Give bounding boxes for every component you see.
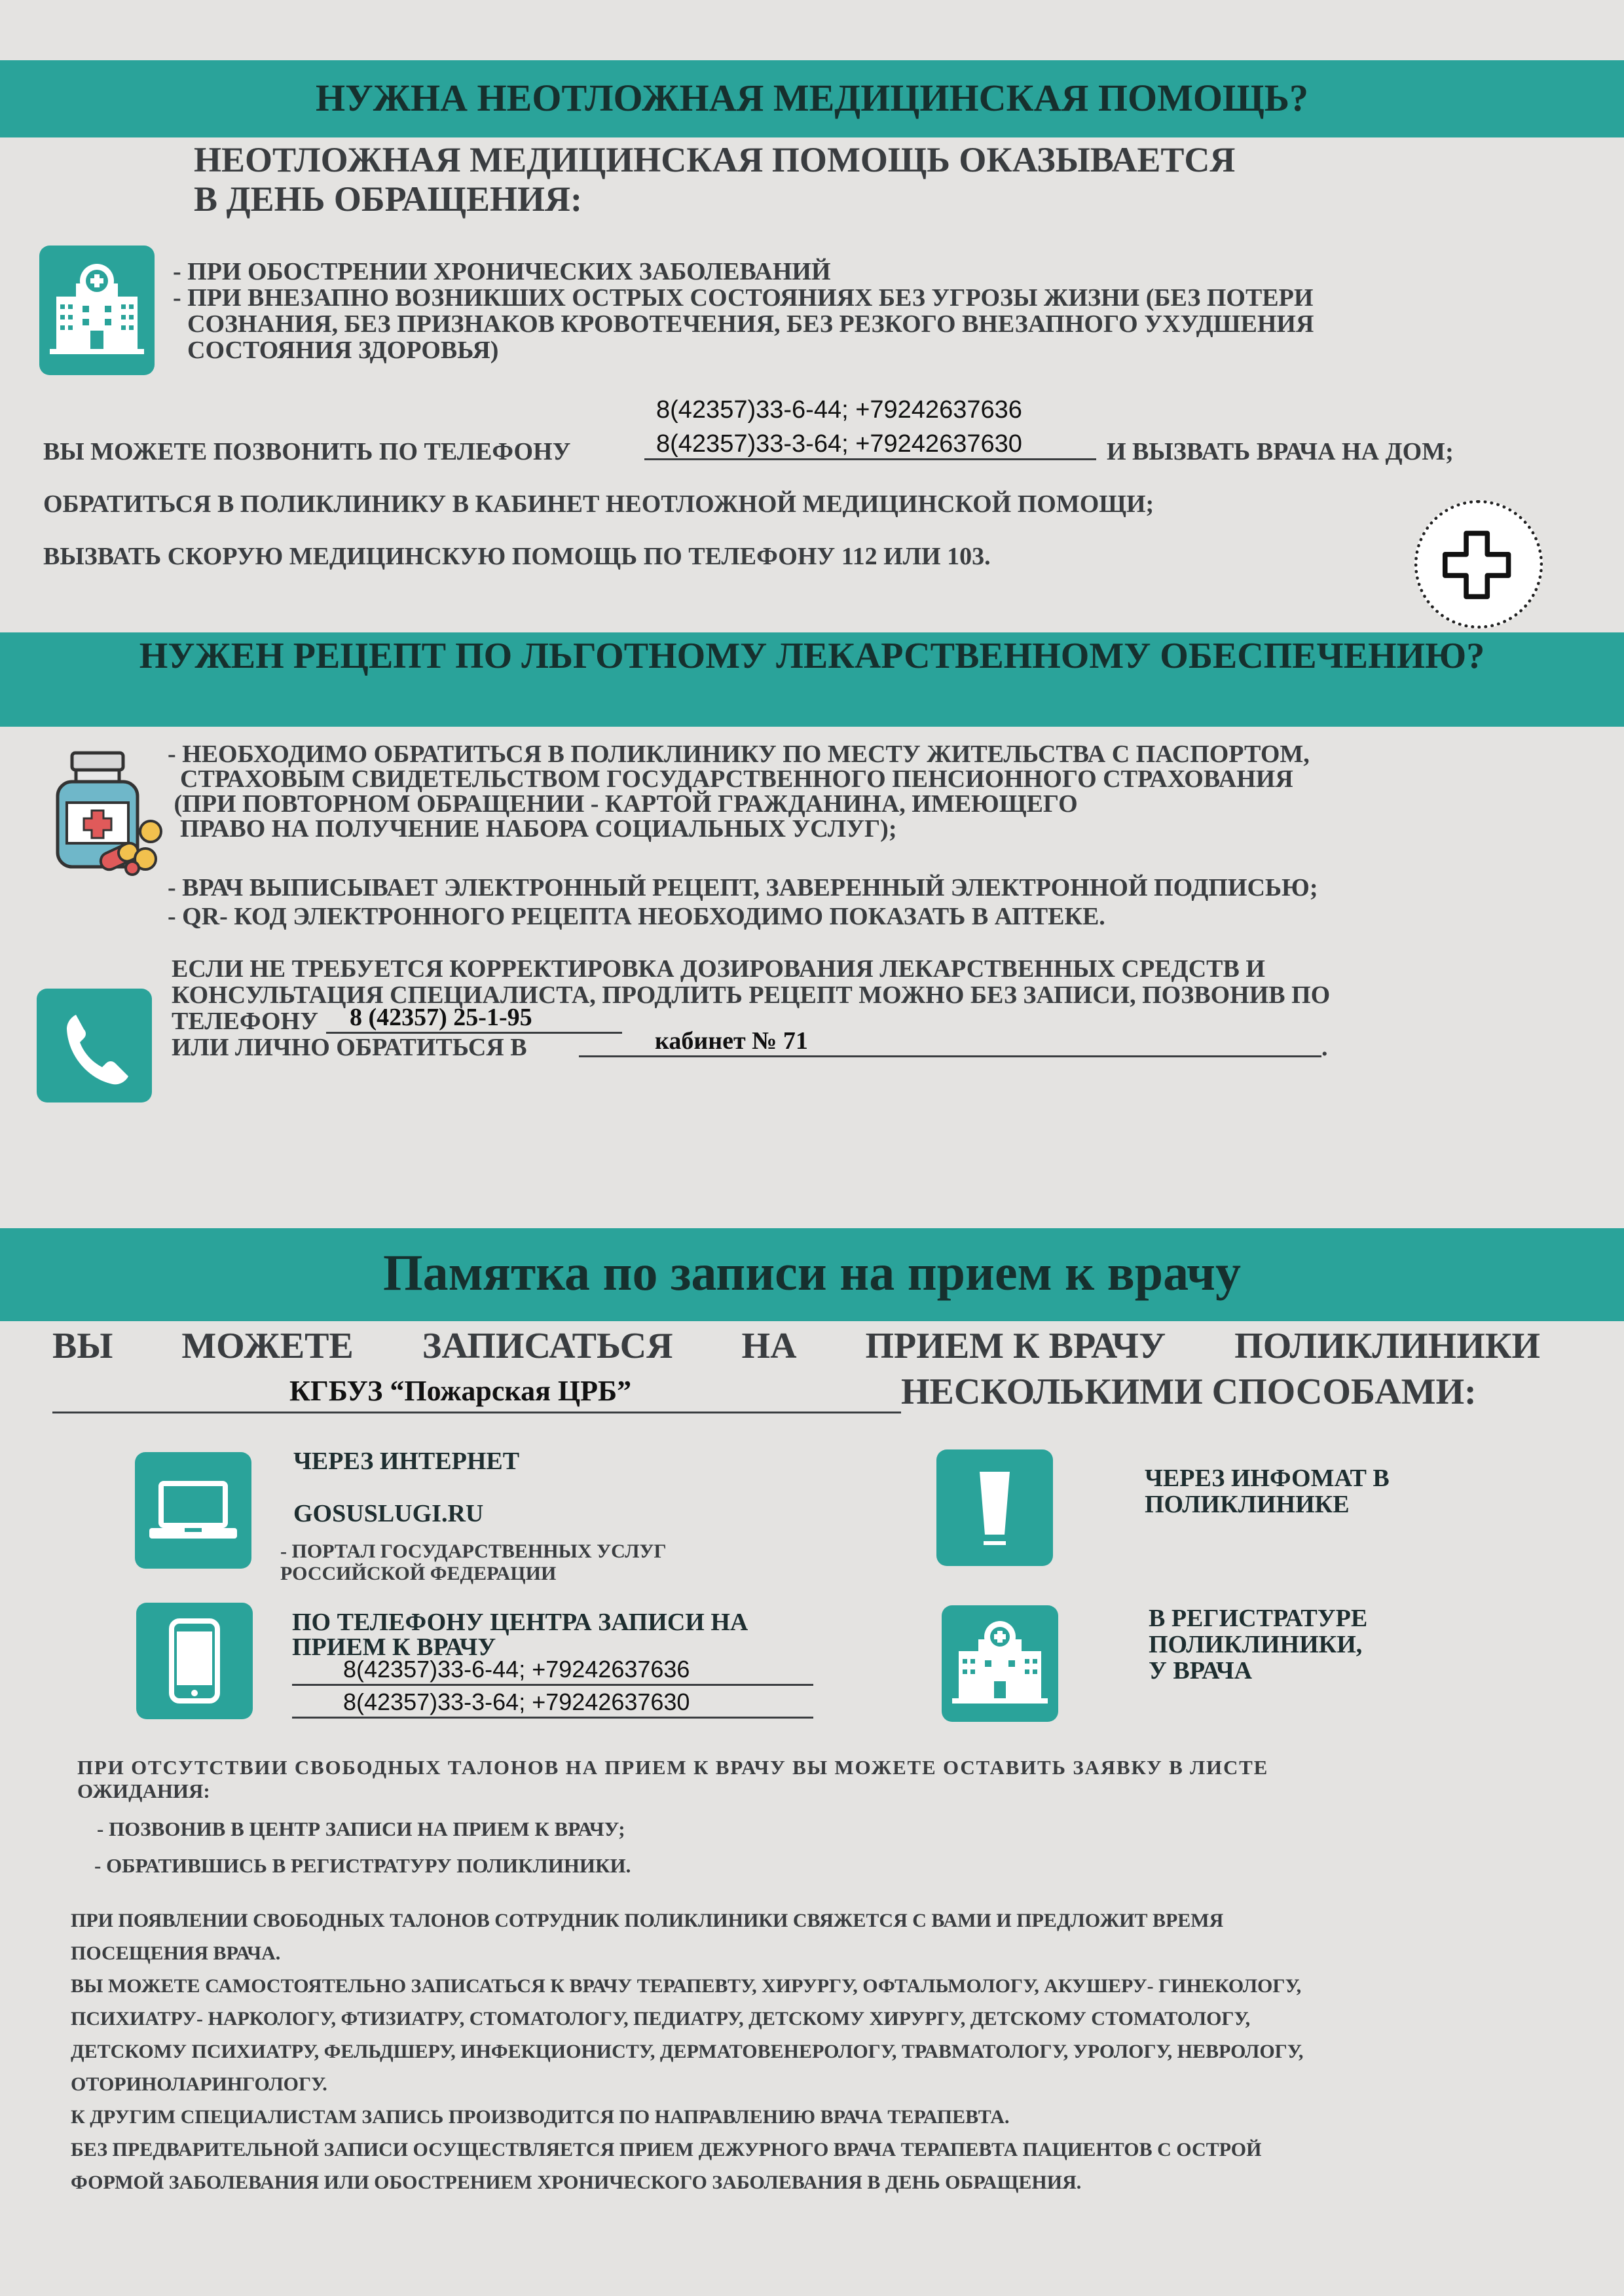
- section1-subtitle-line2: В ДЕНЬ ОБРАЩЕНИЯ:: [194, 179, 582, 219]
- section2-para1-line1: - НЕОБХОДИМО ОБРАТИТЬСЯ В ПОЛИКЛИНИКУ ПО МЕСТУ ЖИТЕЛЬСТВА С ПАСПОРТОМ,: [168, 740, 1310, 768]
- section1-bullet-2: - ПРИ ВНЕЗАПНО ВОЗНИКШИХ ОСТРЫХ СОСТОЯНИЯХ БЕЗ УГРОЗЫ ЖИЗНИ (БЕЗ ПОТЕРИ: [173, 284, 1314, 312]
- final-line-5: ДЕТСКОМУ ПСИХИАТРУ, ФЕЛЬДШЕРУ, ИНФЕКЦИОНИСТУ, ДЕРМАТОВЕНЕРОЛОГУ, ТРАВМАТОЛОГУ, УРОЛОГУ, НЕВРОЛОГУ,: [71, 2041, 1304, 2062]
- method-phone-num2: 8(42357)33-3-64; +79242637630: [292, 1688, 813, 1719]
- section1-line-ambulance: ВЫЗВАТЬ СКОРУЮ МЕДИЦИНСКУЮ ПОМОЩЬ ПО ТЕЛЕФОНУ 112 ИЛИ 103.: [43, 543, 991, 570]
- waitlist-option-2: - ОБРАТИВШИСЬ В РЕГИСТРАТУРУ ПОЛИКЛИНИКИ.: [94, 1854, 631, 1877]
- final-line-4: ПСИХИАТРУ- НАРКОЛОГУ, ФТИЗИАТРУ, СТОМАТОЛОГУ, ПЕДИАТРУ, ДЕТСКОМУ ХИРУРГУ, ДЕТСКОМУ СТОМАТОЛОГУ,: [71, 2008, 1251, 2030]
- section2-para3-line1: ЕСЛИ НЕ ТРЕБУЕТСЯ КОРРЕКТИРОВКА ДОЗИРОВАНИЯ ЛЕКАРСТВЕННЫХ СРЕДСТВ И: [172, 955, 1265, 983]
- section2-para2-line1: - ВРАЧ ВЫПИСЫВАЕТ ЭЛЕКТРОННЫЙ РЕЦЕПТ, ЗАВЕРЕННЫЙ ЭЛЕКТРОННОЙ ПОДПИСЬЮ;: [168, 874, 1318, 902]
- section2-visit-value: кабинет № 71: [579, 1027, 1321, 1057]
- method-registry-line2: ПОЛИКЛИНИКИ,: [1149, 1631, 1363, 1658]
- method-phone-line1: ПО ТЕЛЕФОНУ ЦЕНТРА ЗАПИСИ НА: [292, 1609, 748, 1636]
- method-kiosk-line1: ЧЕРЕЗ ИНФОМАТ В: [1145, 1465, 1390, 1492]
- section2-visit-end: .: [1321, 1034, 1328, 1061]
- section2-para1-line4: ПРАВО НА ПОЛУЧЕНИЕ НАБОРА СОЦИАЛЬНЫХ УСЛУГ);: [168, 815, 897, 843]
- waitlist-line1: ПРИ ОТСУТСТВИИ СВОБОДНЫХ ТАЛОНОВ НА ПРИЕМ К ВРАЧУ ВЫ МОЖЕТЕ ОСТАВИТЬ ЗАЯВКУ В ЛИСТЕ: [77, 1756, 1269, 1779]
- section2-para1-line2: СТРАХОВЫМ СВИДЕТЕЛЬСТВОМ ГОСУДАРСТВЕННОГО ПЕНСИОННОГО СТРАХОВАНИЯ: [168, 765, 1293, 793]
- method-registry-line1: В РЕГИСТРАТУРЕ: [1149, 1605, 1368, 1632]
- method-phone-num1: 8(42357)33-6-44; +79242637636: [292, 1655, 813, 1686]
- final-line-3: ВЫ МОЖЕТЕ САМОСТОЯТЕЛЬНО ЗАПИСАТЬСЯ К ВРАЧУ ТЕРАПЕВТУ, ХИРУРГУ, ОФТАЛЬМОЛОГУ, АКУШЕРУ- ГИНЕКОЛОГУ,: [71, 1975, 1302, 1997]
- laptop-icon: [135, 1452, 251, 1569]
- section1-phone-line2: 8(42357)33-3-64; +79242637630: [644, 429, 1096, 460]
- method-internet-note2: РОССИЙСКОЙ ФЕДЕРАЦИИ: [280, 1563, 557, 1584]
- section3-title: Памятка по записи на прием к врачу: [382, 1244, 1242, 1301]
- waitlist-line2: ОЖИДАНИЯ:: [77, 1779, 210, 1802]
- clinic-name: КГБУЗ “Пожарская ЦРБ”: [52, 1371, 901, 1413]
- final-line-8: БЕЗ ПРЕДВАРИТЕЛЬНОЙ ЗАПИСИ ОСУЩЕСТВЛЯЕТСЯ ПРИЕМ ДЕЖУРНОГО ВРАЧА ТЕРАПЕВТА ПАЦИЕНТОВ С ОСТРОЙ: [71, 2139, 1262, 2160]
- section1-call-suffix: И ВЫЗВАТЬ ВРАЧА НА ДОМ;: [1107, 438, 1454, 465]
- method-phone-line2: ПРИЕМ К ВРАЧУ: [292, 1633, 496, 1661]
- section1-subtitle-line1: НЕОТЛОЖНАЯ МЕДИЦИНСКАЯ ПОМОЩЬ ОКАЗЫВАЕТСЯ: [194, 140, 1236, 179]
- method-internet-title: ЧЕРЕЗ ИНТЕРНЕТ: [293, 1448, 520, 1475]
- hospital-icon: [942, 1605, 1058, 1722]
- first-aid-cross-icon: [1414, 500, 1543, 629]
- final-line-9: ФОРМОЙ ЗАБОЛЕВАНИЯ ИЛИ ОБОСТРЕНИЕМ ХРОНИЧЕСКОГО ЗАБОЛЕВАНИЯ В ДЕНЬ ОБРАЩЕНИЯ.: [71, 2172, 1082, 2193]
- final-line-7: К ДРУГИМ СПЕЦИАЛИСТАМ ЗАПИСЬ ПРОИЗВОДИТСЯ ПО НАПРАВЛЕНИЮ ВРАЧА ТЕРАПЕВТА.: [71, 2106, 1010, 2128]
- intro-word-6: ПОЛИКЛИНИКИ: [1234, 1326, 1540, 1366]
- section1-bullet-1: - ПРИ ОБОСТРЕНИИ ХРОНИЧЕСКИХ ЗАБОЛЕВАНИЙ: [173, 258, 831, 285]
- section2-title: НУЖЕН РЕЦЕПТ ПО ЛЬГОТНОМУ ЛЕКАРСТВЕННОМУ ОБЕСПЕЧЕНИЮ?: [139, 636, 1485, 676]
- section2-para1-line3: (ПРИ ПОВТОРНОМ ОБРАЩЕНИИ - КАРТОЙ ГРАЖДАНИНА, ИМЕЮЩЕГО: [168, 790, 1078, 818]
- section1-phone-line1: 8(42357)33-6-44; +79242637636: [656, 396, 1022, 424]
- section1-line-clinic: ОБРАТИТЬСЯ В ПОЛИКЛИНИКУ В КАБИНЕТ НЕОТЛОЖНОЙ МЕДИЦИНСКОЙ ПОМОЩИ;: [43, 490, 1154, 518]
- section1-call-prefix: ВЫ МОЖЕТЕ ПОЗВОНИТЬ ПО ТЕЛЕФОНУ: [43, 438, 571, 465]
- method-internet-site: GOSUSLUGI.RU: [293, 1500, 484, 1527]
- section1-bullet-4: СОСТОЯНИЯ ЗДОРОВЬЯ): [187, 337, 499, 364]
- final-line-6: ОТОРИНОЛАРИНГОЛОГУ.: [71, 2073, 327, 2095]
- final-line-2: ПОСЕЩЕНИЯ ВРАЧА.: [71, 1942, 281, 1964]
- hospital-icon: [39, 246, 155, 375]
- method-internet-note1: - ПОРТАЛ ГОСУДАРСТВЕННЫХ УСЛУГ: [280, 1540, 667, 1562]
- final-line-1: ПРИ ПОЯВЛЕНИИ СВОБОДНЫХ ТАЛОНОВ СОТРУДНИК ПОЛИКЛИНИКИ СВЯЖЕТСЯ С ВАМИ И ПРЕДЛОЖИТ ВРЕМЯ: [71, 1910, 1224, 1931]
- section2-para2-line2: - QR- КОД ЭЛЕКТРОННОГО РЕЦЕПТА НЕОБХОДИМО ПОКАЗАТЬ В АПТЕКЕ.: [168, 903, 1105, 930]
- section3-intro-end: НЕСКОЛЬКИМИ СПОСОБАМИ:: [901, 1372, 1477, 1412]
- waitlist-option-1: - ПОЗВОНИВ В ЦЕНТР ЗАПИСИ НА ПРИЕМ К ВРАЧУ;: [97, 1817, 625, 1840]
- section2-visit-label: ИЛИ ЛИЧНО ОБРАТИТЬСЯ В: [172, 1034, 527, 1061]
- section3-intro-row: [52, 1324, 1540, 1368]
- intro-word-2: МОЖЕТЕ: [181, 1326, 354, 1366]
- intro-word-3: ЗАПИСАТЬСЯ: [422, 1326, 673, 1366]
- section1-bullet-3: СОЗНАНИЯ, БЕЗ ПРИЗНАКОВ КРОВОТЕЧЕНИЯ, БЕЗ РЕЗКОГО ВНЕЗАПНОГО УХУДШЕНИЯ: [187, 310, 1314, 338]
- phone-handset-icon: [37, 989, 152, 1102]
- section2-para3-line2: КОНСУЛЬТАЦИЯ СПЕЦИАЛИСТА, ПРОДЛИТЬ РЕЦЕПТ МОЖНО БЕЗ ЗАПИСИ, ПОЗВОНИВ ПО: [172, 981, 1331, 1009]
- smartphone-icon: [136, 1603, 253, 1719]
- section2-phone-value: 8 (42357) 25-1-95: [326, 1003, 622, 1034]
- medicine-bottle-icon: [41, 746, 165, 877]
- intro-word-5: ПРИЕМ К ВРАЧУ: [865, 1326, 1166, 1366]
- intro-word-1: ВЫ: [52, 1326, 113, 1366]
- section1-title: НУЖНА НЕОТЛОЖНАЯ МЕДИЦИНСКАЯ ПОМОЩЬ?: [316, 77, 1308, 119]
- intro-word-4: НА: [741, 1326, 797, 1366]
- method-registry-line3: У ВРАЧА: [1149, 1657, 1253, 1685]
- method-kiosk-line2: ПОЛИКЛИНИКЕ: [1145, 1491, 1350, 1518]
- section2-phone-label: ТЕЛЕФОНУ: [172, 1008, 318, 1035]
- kiosk-icon: [936, 1449, 1053, 1566]
